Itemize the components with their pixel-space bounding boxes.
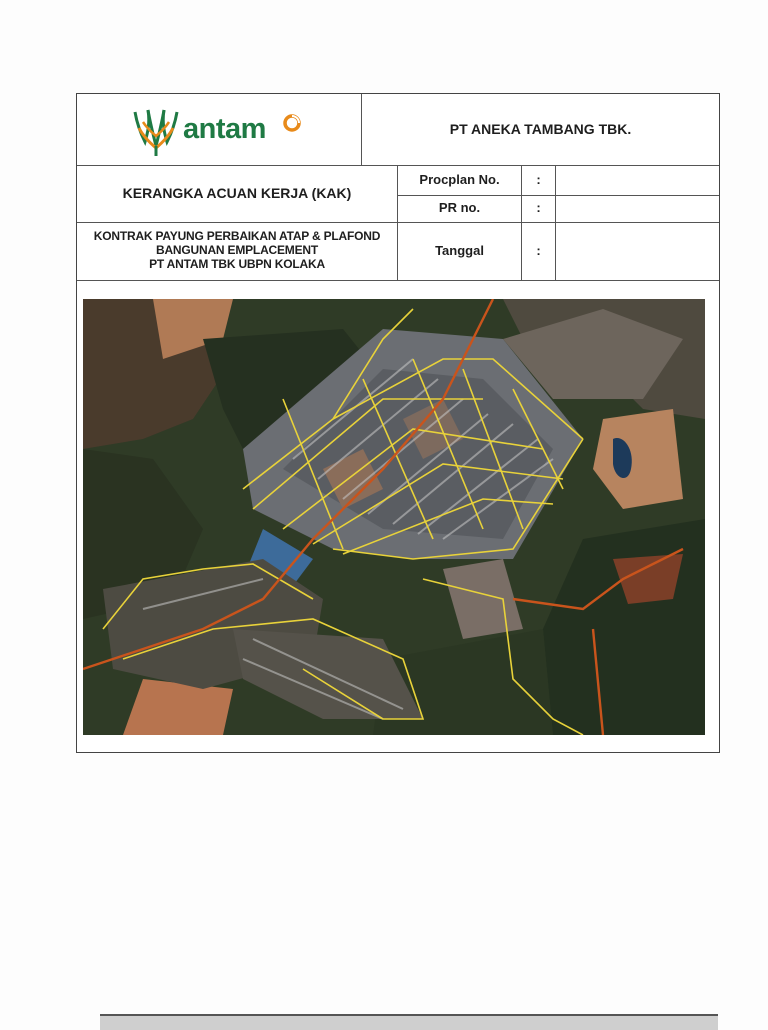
tanggal-value xyxy=(556,222,719,280)
contract-line-1: KONTRAK PAYUNG PERBAIKAN ATAP & PLAFOND xyxy=(93,229,381,244)
antam-logo xyxy=(131,100,311,158)
next-page-edge xyxy=(100,1014,718,1030)
pr-label: PR no. xyxy=(438,200,481,216)
contract-line-3: PT ANTAM TBK UBPN KOLAKA xyxy=(149,256,325,271)
aerial-map-image xyxy=(83,299,705,735)
procplan-colon: : xyxy=(536,171,541,187)
antam-emblem-icon xyxy=(131,102,181,158)
procplan-value xyxy=(556,165,719,195)
contract-title xyxy=(77,222,397,280)
document-page xyxy=(76,93,720,753)
company-name: PT ANEKA TAMBANG TBK. xyxy=(449,121,632,138)
procplan-label: Procplan No. xyxy=(419,171,500,187)
logo-wordmark: antam xyxy=(183,113,266,145)
kak-title: KERANGKA ACUAN KERJA (KAK) xyxy=(122,185,352,202)
tanggal-colon: : xyxy=(536,242,541,258)
contract-line-2: BANGUNAN EMPLACEMENT xyxy=(156,243,318,258)
pr-value xyxy=(556,195,719,222)
pr-colon: : xyxy=(536,200,541,216)
logo-ring-icon xyxy=(281,112,303,134)
aerial-site-map xyxy=(83,299,705,735)
row-divider-3 xyxy=(77,280,719,281)
tanggal-label: Tanggal xyxy=(435,242,484,258)
